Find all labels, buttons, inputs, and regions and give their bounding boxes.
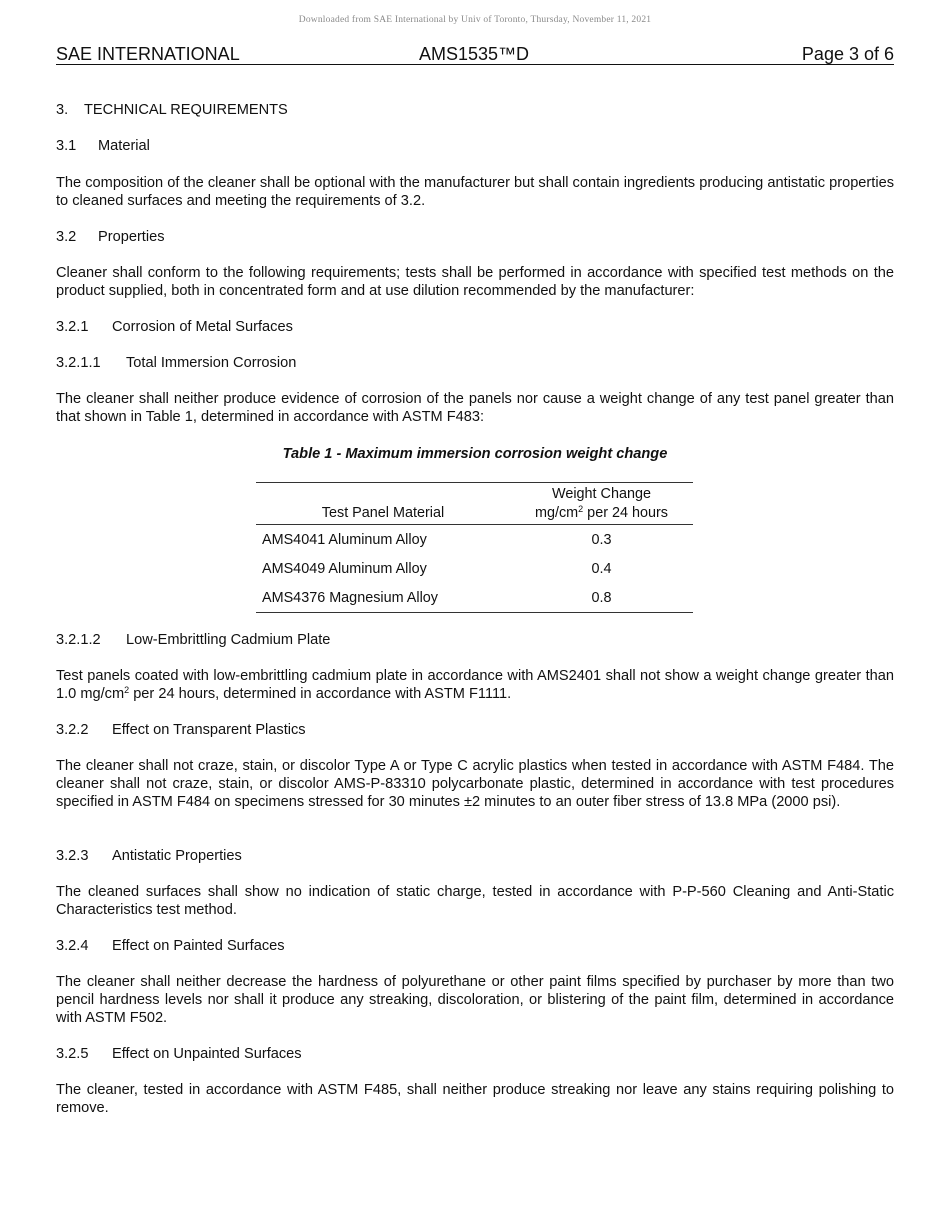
section-3-2-1-2-heading	[56, 631, 894, 649]
table-row	[256, 525, 693, 555]
download-notice: Downloaded from SAE International by Univ of Toronto, Thursday, November 11, 2021	[298, 15, 652, 25]
section-3-2-3-body: The cleaned surfaces shall show no indication of static charge, tested in accordance with P-P-560 Cleaning and Anti-Static Characteristics test method.	[56, 884, 894, 918]
section-3-2-1-1-body: The cleaner shall neither produce evidence of corrosion of the panels nor cause a weight change of any test panel greater than that shown in Table 1, determined in accordance with ASTM F483:	[56, 391, 894, 425]
section-title: Material	[98, 138, 150, 154]
section-3-2-2-body: The cleaner shall not craze, stain, or discolor Type A or Type C acrylic plastics when tested in accordance with ASTM F484. The cleaner shall not craze, stain, or discolor AMS-P-83310 polycarbonate plastic, determined in accordance with test procedures specified in ASTM F484 on specimens stressed for 30 minutes ±2 minutes to an outer fiber stress of 13.8 MPa (2000 psi).	[56, 758, 894, 810]
table-cell-value: 0.8	[591, 589, 612, 606]
section-3-2-4-body: The cleaner shall neither decrease the hardness of polyurethane or other paint films specified by purchaser by more than two pencil hardness levels nor shall it produce any streaking, discoloration, or blistering of the paint film, determined in accordance with ASTM F502.	[56, 974, 894, 1026]
section-title: TECHNICAL REQUIREMENTS	[84, 102, 288, 118]
section-3-2-2-heading	[56, 721, 894, 739]
table-cell-value: 0.4	[591, 560, 612, 577]
header-doc-id: AMS1535™D	[419, 44, 530, 64]
section-number: 3.2.3	[56, 848, 89, 864]
section-3-1-body: The composition of the cleaner shall be optional with the manufacturer but shall contain ingredients producing antistatic properties to cleaned surfaces and meeting the requirements of 3.2.	[56, 175, 894, 209]
column-header-unit-b: per 24 hours	[583, 505, 668, 521]
section-number: 3.2	[56, 229, 77, 245]
column-header-unit-sup: 2	[578, 504, 584, 514]
section-title: Antistatic Properties	[112, 848, 242, 864]
page-header	[56, 44, 894, 65]
body-superscript: 2	[124, 685, 130, 695]
table-cell-value: 0.3	[591, 531, 612, 548]
section-number: 3.2.1.2	[56, 632, 101, 648]
section-title: Properties	[98, 229, 165, 245]
section-3-2-5-heading	[56, 1045, 894, 1063]
section-number: 3.2.5	[56, 1046, 89, 1062]
section-number: 3.2.1.1	[56, 355, 101, 371]
section-3-2-1-1-heading	[56, 354, 894, 372]
column-header-line1: Weight Change	[552, 486, 651, 502]
table-row	[256, 583, 693, 613]
section-3-2-5-body: The cleaner, tested in accordance with ASTM F485, shall neither produce streaking nor leave any stains requiring polishing to remove.	[56, 1082, 894, 1116]
table-cell-material: AMS4049 Aluminum Alloy	[262, 560, 427, 577]
table-header-row	[256, 483, 693, 525]
section-title: Low-Embrittling Cadmium Plate	[126, 632, 331, 648]
table-cell-material: AMS4041 Aluminum Alloy	[262, 531, 427, 548]
section-number: 3.2.2	[56, 722, 89, 738]
section-3-heading	[56, 101, 894, 119]
section-title: Total Immersion Corrosion	[126, 355, 297, 371]
section-title: Corrosion of Metal Surfaces	[112, 319, 293, 335]
header-page-number: Page 3 of 6	[801, 44, 894, 64]
table-1	[256, 482, 693, 613]
section-number: 3.1	[56, 138, 77, 154]
section-3-2-4-heading	[56, 937, 894, 955]
section-title: Effect on Transparent Plastics	[112, 722, 306, 738]
section-number: 3.2.4	[56, 938, 89, 954]
body-text: Test panels coated with low-embrittling cadmium plate in accordance with AMS2401 shall not show a weight change greater than 1.0 mg/cm	[56, 668, 894, 702]
column-header-weight-change	[510, 483, 693, 525]
section-number: 3.2.1	[56, 319, 89, 335]
header-org: SAE INTERNATIONAL	[56, 44, 240, 64]
section-3-2-1-2-body	[56, 667, 894, 703]
section-3-2-body: Cleaner shall conform to the following requirements; tests shall be performed in accordance with specified test methods on the product supplied, both in concentrated form and at use dilution recommended by the manufacturer:	[56, 265, 894, 299]
section-3-2-1-heading	[56, 318, 894, 336]
section-title: Effect on Painted Surfaces	[112, 938, 285, 954]
section-3-2-3-heading	[56, 847, 894, 865]
body-text: per 24 hours, determined in accordance with ASTM F1111.	[129, 686, 512, 702]
column-header-material: Test Panel Material	[256, 483, 510, 525]
section-title: Effect on Unpainted Surfaces	[112, 1046, 302, 1062]
table-cell-material: AMS4376 Magnesium Alloy	[262, 589, 438, 606]
table-row	[256, 554, 693, 583]
section-number: 3.	[56, 102, 69, 118]
section-3-2-heading	[56, 228, 894, 246]
table-caption: Table 1 - Maximum immersion corrosion weight change	[282, 446, 668, 462]
column-header-unit-a: mg/cm	[534, 505, 579, 521]
section-3-1-heading	[56, 137, 894, 155]
